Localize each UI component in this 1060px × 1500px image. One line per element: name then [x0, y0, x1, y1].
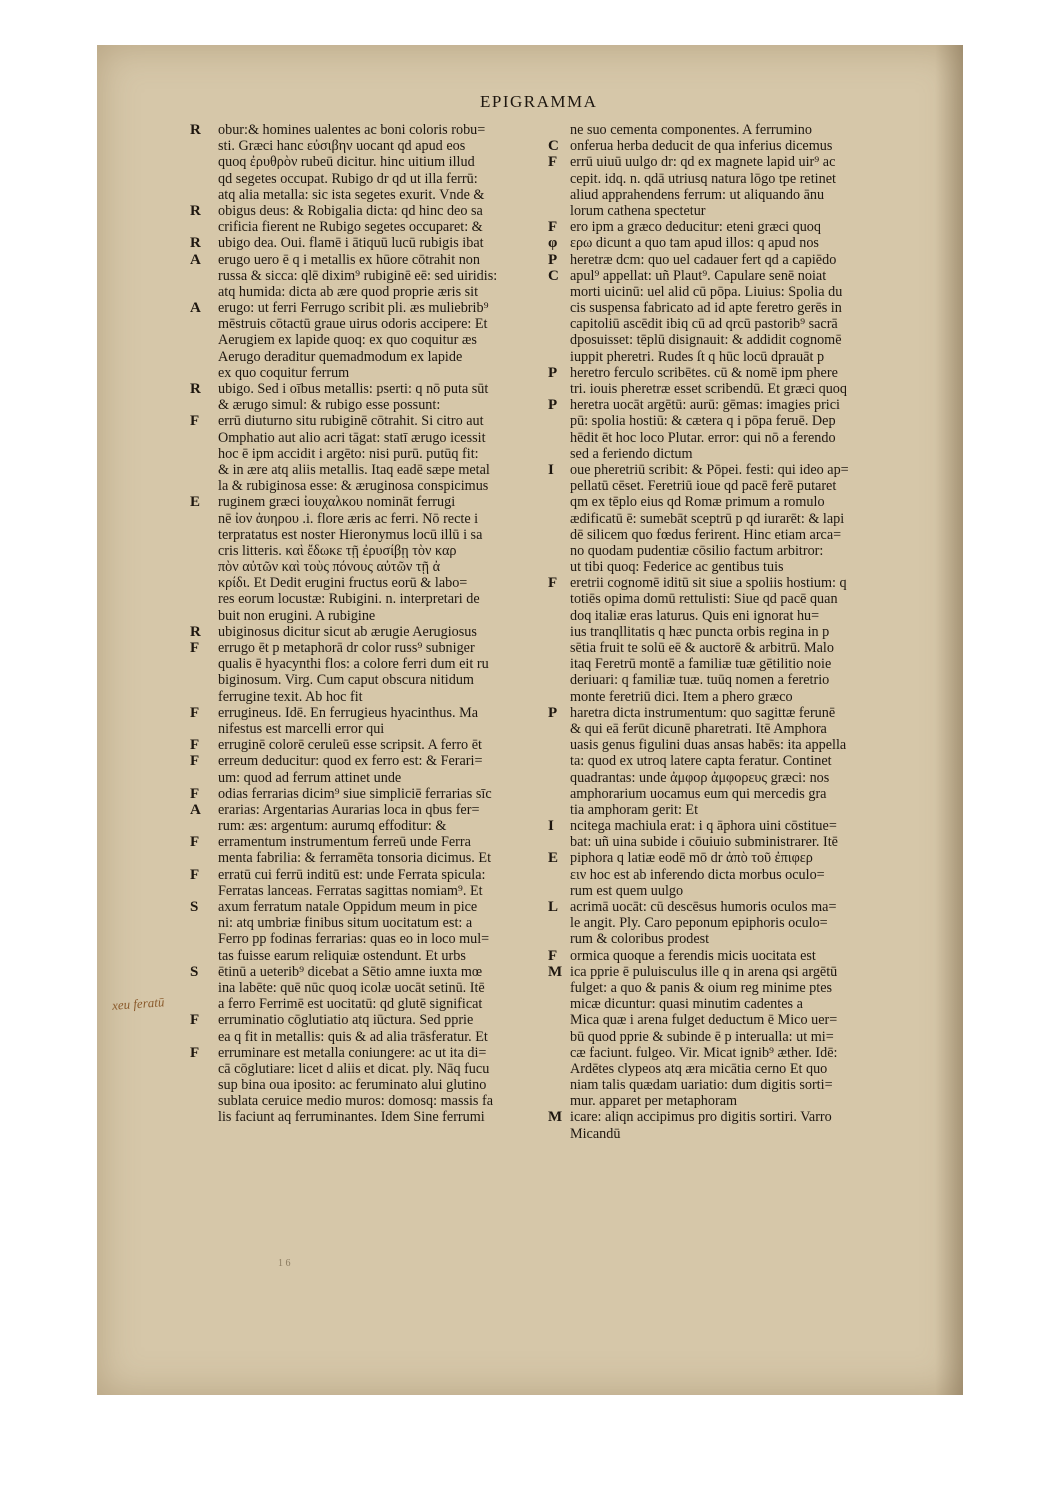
line-text: sētia fruit te solū eē & auctorē & arbitrū. Malo [570, 640, 834, 656]
entry-initial: F [548, 154, 558, 171]
text-line [548, 284, 918, 300]
line-text: Omphatio aut alio acri tāgat: statī ærugo icessit [218, 429, 486, 446]
line-text: mēstruis cōtactū graue uirus odoris accipere: Et [218, 316, 488, 333]
line-text: quoq ἐρυθρὸν rubeū dicitur. hinc uitium illud [218, 154, 475, 171]
text-line [188, 1109, 548, 1125]
text-line [548, 996, 918, 1012]
text-line [548, 1045, 918, 1061]
line-text: κρίδι. Et Dedit erugini fructus eorū & labo= [218, 575, 468, 592]
line-text: cis suspensa fabricato ad id apte feretro gerēs in [570, 300, 842, 317]
line-text: monte feretriū dici. Item a phero græco [570, 688, 793, 705]
line-text: ερω dicunt a quo tam apud illos: q apud nos [570, 235, 819, 252]
line-text: ædificatū ē: sumebāt sceptrū p qd iurarēt: & lapi [570, 510, 845, 527]
text-line [188, 462, 548, 478]
text-line [548, 867, 918, 883]
text-line [548, 1126, 918, 1142]
text-line [548, 931, 918, 947]
line-text: mur. apparet per metaphoram [570, 1093, 738, 1110]
text-line [548, 1029, 918, 1045]
text-line [548, 446, 918, 462]
entry-initial: A [190, 801, 201, 818]
text-line [548, 948, 918, 964]
line-text: deriuari: q familiæ tuæ. tuūq nomen a feretrio [570, 672, 830, 689]
text-line [188, 1012, 548, 1028]
line-text: menta fabrilia: & ferramēta tonsoria dicimus. Et [218, 850, 492, 867]
line-text: morti uicinū: uel alid cū pōpa. Liuius: Spolia du [570, 283, 843, 300]
entry-initial: F [190, 1044, 200, 1061]
line-text: ero ipm a græco deducitur: eteni græci quoq [570, 219, 821, 236]
line-text: nē ἰον ἀυηρου .i. flore æris ac ferri. Nō recte i [218, 510, 479, 527]
text-line [548, 122, 918, 138]
line-text: aliud apprahendens ferrum: ut aliquando ānu [570, 186, 825, 203]
text-line [188, 138, 548, 154]
text-line [188, 219, 548, 235]
line-text: hēdit ēt hoc loco Plutar. error: qui nō a ferendo [570, 429, 836, 446]
text-line [188, 122, 548, 138]
text-line [548, 656, 918, 672]
line-text: piphora q latiæ eodē mō dr ἀπὸ τοῦ ἐπιφερ [570, 850, 813, 867]
line-text: erruginē colorē ceruleū esse scripsit. A ferro ēt [218, 737, 482, 754]
line-text: qm ex tēplo eius qd Romæ primum a romulo [570, 494, 825, 511]
text-line [188, 689, 548, 705]
line-text: erratū cui ferrū inditū est: unde Ferrata spicula: [218, 866, 486, 883]
line-text: hoc ē ipm accidit i argēto: nisi purū. putūq fit: [218, 445, 479, 462]
text-line [548, 689, 918, 705]
entry-initial: F [190, 834, 200, 851]
line-text: ni: atq umbriæ finibus situm uocitatum est: a [218, 915, 473, 932]
line-text: Mica quæ i arena fulget deductum ē Mico uer= [570, 1012, 838, 1029]
entry-initial: P [548, 251, 558, 268]
text-line [548, 462, 918, 478]
text-line [548, 235, 918, 251]
text-line [548, 397, 918, 413]
line-text: amphorarium uocamus eum qui mercedis gra [570, 785, 827, 802]
text-line [548, 543, 918, 559]
line-text: rum & coloribus prodest [570, 931, 710, 948]
text-line [548, 332, 918, 348]
text-line [548, 527, 918, 543]
line-text: erreum deducitur: quod ex ferro est: & Ferari= [218, 753, 483, 770]
text-line [188, 381, 548, 397]
line-text: nifestus est marcelli error qui [218, 720, 385, 737]
line-text: errugo ēt p metaphorā dr color russ⁹ subniger [218, 640, 475, 656]
text-line [548, 1109, 918, 1125]
text-line [548, 1061, 918, 1077]
text-line [188, 559, 548, 575]
line-text: lis faciunt aq ferruminantes. Idem Sine ferrumi [218, 1109, 485, 1126]
text-line [188, 867, 548, 883]
text-line [188, 203, 548, 219]
text-line [188, 171, 548, 187]
line-text: la & rubiginosa esse: & æruginosa conspicimus [218, 478, 489, 495]
text-line [188, 494, 548, 510]
line-text: erarias: Argentarias Aurarias loca in qbus fer= [218, 801, 480, 818]
text-line [188, 753, 548, 769]
line-text: sublata ceruice medio muros: domosq: massis fa [218, 1093, 494, 1110]
entry-initial: P [548, 704, 558, 721]
line-text: qualis ē hyacynthi flos: a colore ferri dum eit ru [218, 656, 489, 673]
text-line [188, 980, 548, 996]
line-text: um: quod ad ferrum attinet unde [218, 769, 402, 786]
text-line [548, 786, 918, 802]
text-line [548, 511, 918, 527]
entry-initial: I [548, 461, 554, 478]
line-text: errū diuturno situ rubiginē cōtrahit. Si citro aut [218, 413, 484, 430]
line-text: ubiginosus dicitur sicut ab ærugie Aerugiosus [218, 623, 477, 640]
text-line [188, 543, 548, 559]
line-text: ubigo. Sed i oībus metallis: pserti: q nō puta sūt [218, 381, 489, 397]
text-line [188, 1077, 548, 1093]
text-line [188, 996, 548, 1012]
text-line [548, 753, 918, 769]
line-text: Micandū [570, 1125, 621, 1142]
text-line [548, 737, 918, 753]
line-text: no quodam pudentiæ cōsilio factum arbitror: [570, 542, 824, 559]
text-line [548, 349, 918, 365]
text-line [548, 413, 918, 429]
line-text: ētinū a ueterib⁹ dicebat a Sētio amne iuxta mœ [218, 963, 483, 980]
line-text: obigus deus: & Robigalia dicta: qd hinc deo sa [218, 202, 483, 219]
line-text: tas fuisse earum reliquiæ ostendunt. Et urbs [218, 947, 466, 964]
entry-initial: L [548, 899, 559, 915]
text-line [548, 154, 918, 170]
line-text: Aerugo deraditur quemadmodum ex lapide [218, 348, 463, 365]
line-text: erramentum instrumentum ferreū unde Ferra [218, 834, 471, 851]
text-line [188, 332, 548, 348]
text-line [548, 915, 918, 931]
entry-initial: F [548, 947, 558, 964]
page-header: EPIGRAMMA [480, 92, 598, 111]
line-text: icare: aliqn accipimus pro digitis sortiri. Varro [570, 1109, 832, 1126]
line-text: & ærugo simul: & rubigo esse possunt: [218, 397, 441, 414]
line-text: errugineus. Idē. En ferrugieus hyacinthus. Ma [218, 704, 479, 721]
line-text: ncitega machiula erat: i q āphora uini cōstitue= [570, 818, 837, 835]
text-line [188, 1045, 548, 1061]
text-line [188, 187, 548, 203]
text-line [548, 187, 918, 203]
line-text: cris litteris. καὶ ἔδωκε τῇ ἐρυσίβῃ τὸν καρ [218, 542, 457, 559]
entry-initial: R [190, 202, 201, 219]
line-text: iuppit pheretri. Rudes ſt q hūc locū dprauāt p [570, 348, 825, 365]
line-text: sed a feriendo dictum [570, 445, 693, 462]
line-text: ta: quod ex utroq latere capta feratur. Continet [570, 753, 832, 770]
line-text: quadrantas: unde ἀμφορ ἀμφορευς græci: nos [570, 769, 830, 786]
text-line [188, 802, 548, 818]
line-text: dposuisset: tēplū disignauit: & addidit cognomē [570, 332, 842, 349]
line-text: erruminare est metalla coniungere: ac ut ita di= [218, 1044, 487, 1061]
line-text: totiēs opima domū rettulisti: Siue qd pacē quan [570, 591, 838, 608]
text-line [188, 430, 548, 446]
line-text: le angit. Ply. Caro peponum epiphoris oculo= [570, 915, 828, 932]
line-text: terpratatus est noster Hieronymus locū illū i sa [218, 526, 483, 543]
line-text: micæ dicuntur: quasi minutim cadentes a [570, 996, 803, 1013]
text-line [188, 575, 548, 591]
line-text: cā cōglutiare: licet d aliis et dicat. ply. Nāq fucu [218, 1060, 490, 1077]
text-line [188, 446, 548, 462]
line-text: tri. iouis pheretræ esset scribendū. Et græci quoq [570, 381, 847, 397]
text-line [188, 850, 548, 866]
line-text: odias ferrarias dicim⁹ siue simpliciē ferrarias sīc [218, 785, 492, 802]
text-line [548, 365, 918, 381]
line-text: pū: spolia hostiū: & cætera q i pōpa feruē. Dep [570, 413, 836, 430]
line-text: buit non erugini. A rubigine [218, 607, 376, 624]
text-line [548, 575, 918, 591]
text-line [188, 349, 548, 365]
line-text: ina labēte: quē nūc quoq icolæ uocāt setinū. Itē [218, 979, 485, 996]
text-line [548, 672, 918, 688]
text-line [548, 316, 918, 332]
entry-initial: F [548, 219, 558, 236]
entry-initial: E [190, 494, 201, 511]
text-line [548, 171, 918, 187]
line-text: atq humida: dicta ab ære quod proprie æris sit [218, 283, 479, 300]
text-line [548, 203, 918, 219]
footer-mark: 1 6 [278, 1258, 291, 1269]
text-line [548, 705, 918, 721]
text-line [188, 721, 548, 737]
text-line [188, 413, 548, 429]
entry-initial: F [190, 413, 200, 430]
entry-initial: F [548, 575, 558, 592]
text-line [548, 219, 918, 235]
text-line [188, 300, 548, 316]
text-line [548, 252, 918, 268]
text-line [188, 834, 548, 850]
line-text: heretra uocāt argētū: aurū: gēmas: imagies prici [570, 397, 840, 414]
line-text: ut tibi quoq: Federice ac gentibus tuis [570, 559, 784, 576]
text-line [548, 770, 918, 786]
text-line [188, 640, 548, 656]
text-line [188, 397, 548, 413]
text-line [188, 268, 548, 284]
text-line [188, 608, 548, 624]
line-text: & qui eā ferūt dicunē pharetrati. Itē Amphora [570, 720, 827, 737]
line-text: erugo uero ē q i metallis ex hūore cōtrahit non [218, 251, 480, 268]
text-line [548, 300, 918, 316]
text-line [548, 802, 918, 818]
text-line [188, 624, 548, 640]
line-text: ne suo cementa componentes. A ferrumino [570, 122, 812, 138]
text-line [548, 834, 918, 850]
entry-initial: F [190, 737, 200, 754]
line-text: tia amphoram gerit: Et [570, 801, 699, 818]
line-text: apul⁹ appellat: uñ Plaut⁹. Capulare senē noiat [570, 267, 827, 284]
text-line [548, 624, 918, 640]
entry-initial: C [548, 138, 559, 155]
text-line [548, 478, 918, 494]
entry-initial: A [190, 251, 201, 268]
right-column [548, 122, 918, 1142]
line-text: ferrugine texit. Ab hoc fit [218, 688, 363, 705]
entry-initial: A [190, 300, 201, 317]
entry-initial: φ [548, 235, 558, 252]
line-text: errū uiuū uulgo dr: qd ex magnete lapid uir⁹ ac [570, 154, 836, 171]
line-text: ica pprie ē puluisculus ille q in arena qsi argētū [570, 963, 838, 980]
entry-initial: F [190, 866, 200, 883]
line-text: res eorum locustæ: Rubigini. n. interpretari de [218, 591, 480, 608]
text-line [548, 381, 918, 397]
text-line [548, 899, 918, 915]
text-line [548, 980, 918, 996]
entry-initial: P [548, 364, 558, 381]
text-line [548, 964, 918, 980]
text-line [188, 284, 548, 300]
text-line [188, 883, 548, 899]
line-text: Ferro pp fodinas ferrarias: quas eo in loco mul= [218, 931, 490, 948]
line-text: capitoliū ascēdit ibiq cū ad qrcū pastorib⁹ sacrā [570, 316, 838, 333]
line-text: erugo: ut ferri Ferrugo scribit pli. æs muliebrib⁹ [218, 300, 489, 317]
text-line [548, 883, 918, 899]
line-text: bū quod pprie & subinde ē p interualla: ut mi= [570, 1028, 834, 1045]
entry-initial: F [190, 753, 200, 770]
entry-initial: M [548, 1109, 563, 1126]
text-line [188, 656, 548, 672]
line-text: fulget: a quo & panis & oium reg minime ptes [570, 979, 833, 996]
handwritten-marginalia: xeu feratū [111, 994, 165, 1013]
line-text: rum est quem uulgo [570, 882, 684, 899]
entry-initial: R [190, 381, 201, 397]
line-text: ormica quoque a ferendis micis uocitata est [570, 947, 816, 964]
entry-initial: F [190, 1012, 200, 1029]
entry-initial: S [190, 899, 199, 915]
text-line [188, 948, 548, 964]
line-text: πὸν αὐτῶν καὶ τοὺς πόνους αὐτῶν τῇ ἀ [218, 559, 440, 576]
text-line [188, 478, 548, 494]
line-text: erruminatio cōglutiatio atq iūctura. Sed pprie [218, 1012, 474, 1029]
line-text: Ardētes clypeos atq æra micātia cerno Et quo [570, 1060, 828, 1077]
text-line [188, 252, 548, 268]
line-text: qd segetes occupat. Rubigo dr qd ut illa ferrū: [218, 170, 478, 187]
text-line [188, 1061, 548, 1077]
line-text: onferua herba deducit de qua inferius dicemus [570, 138, 833, 155]
text-line [188, 899, 548, 915]
text-line [188, 1029, 548, 1045]
line-text: Ferratas lanceas. Ferratas sagittas nomiam⁹. Et [218, 882, 483, 899]
text-line [188, 770, 548, 786]
text-line [548, 591, 918, 607]
text-line [188, 964, 548, 980]
entry-initial: I [548, 818, 554, 835]
line-text: lorum cathena spectetur [570, 202, 706, 219]
line-text: ubigo dea. Oui. flamē i ātiquū lucū rubigis ibat [218, 235, 484, 252]
line-text: eretrii cognomē iditū sit siue a spoliis hostium: q [570, 575, 847, 592]
text-line [548, 138, 918, 154]
line-text: & in ære atq aliis metallis. Itaq eadē sæpe metal [218, 461, 490, 478]
line-text: axum ferratum natale Oppidum meum in pice [218, 899, 478, 915]
text-line [188, 511, 548, 527]
entry-initial: S [190, 963, 199, 980]
line-text: biginosum. Virg. Cum caput obscura nitidum [218, 672, 474, 689]
line-text: ruginem græci ἰουχαλκου nomināt ferrugi [218, 494, 456, 511]
entry-initial: R [190, 235, 201, 252]
line-text: sup bina oua iposito: ac feruminato alui glutino [218, 1077, 487, 1094]
line-text: dē silicem quo fœdus ferirent. Hinc etiam arca= [570, 526, 842, 543]
entry-initial: C [548, 267, 559, 284]
left-column [188, 122, 548, 1126]
line-text: doq italiæ eras laturus. Quis eni ignorat hu= [570, 607, 820, 624]
text-line [548, 430, 918, 446]
entry-initial: R [190, 623, 201, 640]
text-line [188, 737, 548, 753]
line-text: oue pheretriū scribit: & Pōpei. festi: qui ideo ap= [570, 461, 849, 478]
line-text: heretræ dcm: quo uel cadauer fert qd a capiēdo [570, 251, 837, 268]
line-text: ειν hoc est ab inferendo dicta morbus oculo= [570, 866, 825, 883]
line-text: crificia fierent ne Rubigo segetes occuparet: & [218, 219, 483, 236]
text-line [548, 850, 918, 866]
line-text: cepit. idq. n. qdā utriusq natura lōgo tpe retinet [570, 170, 836, 187]
line-text: itaq Feretrū montē a familiæ tuæ gētilitio noie [570, 656, 832, 673]
text-line [188, 591, 548, 607]
text-line [188, 316, 548, 332]
text-line [188, 527, 548, 543]
entry-initial: M [548, 963, 563, 980]
text-line [548, 494, 918, 510]
line-text: heretro ferculo scribētes. cū & nomē ipm phere [570, 364, 838, 381]
text-line [188, 235, 548, 251]
text-line [548, 608, 918, 624]
entry-initial: P [548, 397, 558, 414]
text-line [188, 931, 548, 947]
line-text: sti. Græci hanc εὐσιβην uocant qd apud eos [218, 138, 466, 155]
line-text: niam talis quædam uariatio: dum digitis sorti= [570, 1077, 833, 1094]
text-line [188, 915, 548, 931]
text-line [188, 365, 548, 381]
line-text: ius tranqllitatis q hæc puncta orbis regina in p [570, 623, 830, 640]
line-text: ea q fit in metallis: quis & ad alia trāsferatur. Et [218, 1028, 488, 1045]
text-line [188, 1093, 548, 1109]
entry-initial: F [190, 785, 200, 802]
line-text: russa & sicca: qlē dixim⁹ rubiginē eē: sed uiridis: [218, 267, 498, 284]
text-line [548, 1012, 918, 1028]
text-line [548, 268, 918, 284]
line-text: uasis genus figulini duas ansas habēs: ita appella [570, 737, 847, 754]
text-line [548, 1093, 918, 1109]
text-line [188, 818, 548, 834]
entry-initial: F [190, 704, 200, 721]
text-line [548, 640, 918, 656]
text-line [188, 672, 548, 688]
entry-initial: R [190, 122, 201, 138]
line-text: atq alia metalla: sic ista segetes exurit. Vnde & [218, 186, 485, 203]
line-text: ex quo coquitur ferrum [218, 364, 350, 381]
text-line [548, 1077, 918, 1093]
line-text: haretra dicta instrumentum: quo sagittæ ferunē [570, 704, 836, 721]
line-text: Aerugiem ex lapide quoq: ex quo coquitur æs [218, 332, 477, 349]
line-text: cæ faciunt. fulgeo. Vir. Micat ignib⁹ æther. Idē: [570, 1044, 838, 1061]
text-line [188, 705, 548, 721]
line-text: bat: uñ uina subide i cōuiuio subministrarer. Itē [570, 834, 838, 851]
line-text: pellatū cēset. Feretriū ioue qd pacē ferē putaret [570, 478, 837, 495]
line-text: a ferro Ferrimē est uocitatū: qd glutē significat [218, 996, 483, 1013]
text-line [548, 818, 918, 834]
line-text: rum: æs: argentum: aurumq effoditur: & [218, 818, 447, 835]
entry-initial: E [548, 850, 559, 867]
entry-initial: F [190, 640, 200, 656]
line-text: acrimā uocāt: cū descēsus humoris oculos ma= [570, 899, 837, 915]
text-line [188, 154, 548, 170]
line-text: obur:& homines ualentes ac boni coloris robu= [218, 122, 486, 138]
page-gutter-shadow [935, 45, 963, 1395]
text-line [548, 721, 918, 737]
text-line [548, 559, 918, 575]
text-line [188, 786, 548, 802]
